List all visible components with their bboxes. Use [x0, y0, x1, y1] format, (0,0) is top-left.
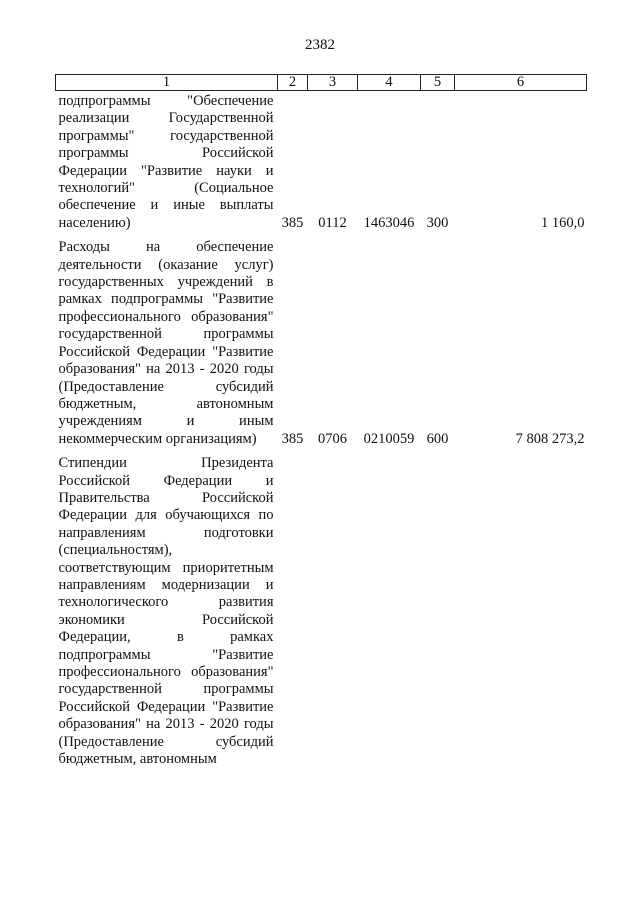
row-code	[358, 455, 421, 768]
row-amount: 1 160,0	[541, 214, 585, 231]
row-code	[278, 455, 308, 768]
row-spacer	[56, 448, 587, 455]
row-description: Стипендии Президента Российской Федерации и Правительства Российской Федерации для обучающихся по направлениям подготовки (специальностям), соответствующим приоритетным направлениям модернизации и технологического развития экономики Российской Федерации, в рамках подпрограммы "Развитие профессионального образования" государственной программы Российской Федерации "Развитие образования" на 2013 - 2020 годы (Предоставление субсидий бюджетным, автономным	[58, 455, 274, 768]
row-code: 0112	[318, 214, 347, 231]
row-code: 0706	[318, 430, 347, 447]
column-header: 4	[358, 75, 421, 91]
page-number: 2382	[305, 37, 335, 53]
row-code: 385	[281, 430, 304, 447]
table-row	[56, 455, 587, 768]
row-code: 0210059	[363, 430, 415, 447]
row-description: Расходы на обеспечение деятельности (оказание услуг) государственных учреждений в рамках подпрограммы "Развитие профессионального образования" государственной программы Российской Федерации "Развитие образования" на 2013 - 2020 годы (Предоставление субсидий бюджетным, автономным учреждениям и иным некоммерческим организациям)	[58, 239, 274, 447]
row-code: 1463046	[363, 214, 415, 231]
column-header: 1	[56, 75, 278, 91]
table-row	[56, 239, 587, 448]
row-code	[421, 455, 455, 768]
row-description: подпрограммы "Обеспечение реализации Государственной программы" государственной программы Российской Федерации "Развитие науки и технологий" (Социальное обеспечение и иные выплаты населению)	[58, 93, 274, 231]
table-row	[56, 91, 587, 233]
row-spacer	[56, 232, 587, 239]
row-code: 600	[426, 430, 449, 447]
row-amount	[455, 455, 587, 768]
row-code	[308, 455, 358, 768]
row-code: 300	[426, 214, 449, 231]
row-code: 385	[281, 214, 304, 231]
column-header: 5	[421, 75, 455, 91]
table-header-row	[56, 75, 587, 91]
budget-table	[55, 74, 587, 768]
column-header: 6	[455, 75, 587, 91]
row-amount: 7 808 273,2	[515, 430, 585, 447]
column-header: 2	[278, 75, 308, 91]
column-header: 3	[308, 75, 358, 91]
